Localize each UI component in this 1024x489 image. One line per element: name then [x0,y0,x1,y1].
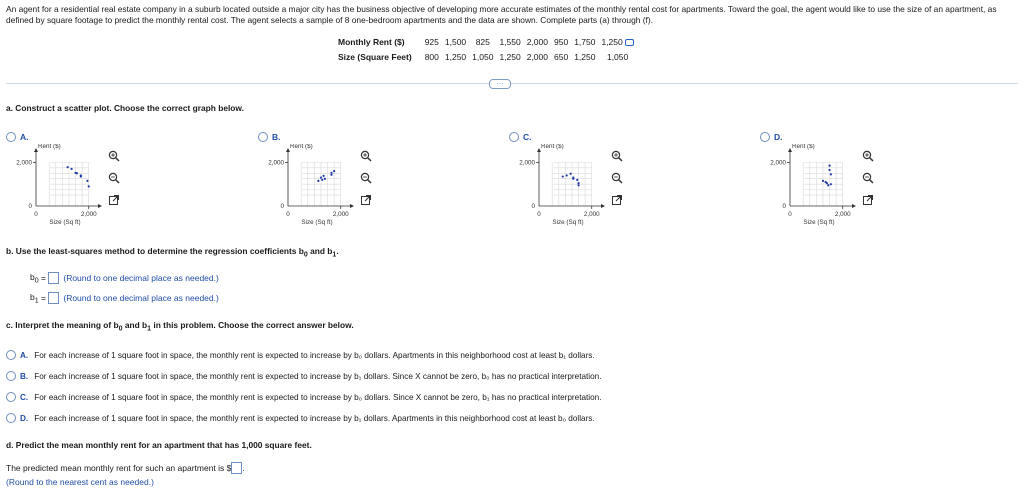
x-tick-label: 0 [34,211,38,218]
part-c-option-b[interactable] [6,371,602,381]
size-row [335,49,637,64]
part-c-option-d[interactable] [6,413,595,423]
x-tick-label: 2,000 [332,211,349,218]
x-axis-label: Size (Sq ft) [803,219,835,226]
y-tick-label: 2,000 [268,159,284,167]
y-axis-label: Rent ($) [38,144,61,150]
data-point [333,170,335,172]
b0-label: $b_0$ [30,272,39,285]
zoom-in-icon[interactable] [862,150,874,162]
part-c-prompt: c. Interpret the meaning of $b_0$ and $b_1$ in this problem. Choose the correct answer below. [6,320,354,333]
data-point [70,168,72,170]
y-axis-label: Rent ($) [290,144,313,150]
scatter-plot-a [8,144,108,229]
y-tick-label: 0 [280,203,284,210]
popout-icon[interactable] [611,194,623,206]
equals-sign: = [38,293,49,304]
rent-value: 1,550 [499,36,521,47]
part-d-prompt: d. Predict the mean monthly rent for an apartment that has 1,000 square feet. [6,440,312,450]
data-point [67,166,69,168]
size-value: 1,250 [499,51,521,62]
data-point [576,179,578,181]
rent-value: 950 [554,36,569,47]
y-tick-label: 2,000 [519,159,535,167]
data-point [828,169,830,171]
data-point [562,175,564,177]
rent-value: 1,500 [444,36,467,47]
radio-c-d[interactable] [6,413,16,423]
answer-suffix: . [242,463,245,473]
data-point [86,180,88,182]
option-letter: B. [272,132,281,142]
part-d-answer-row [6,462,245,474]
data-table [335,34,637,64]
option-text: For each increase of 1 square foot in space, the monthly rent is expected to increase by b₀ dollars. Apartments in this neighborhood cost at least b₁ dollars. [34,350,595,360]
data-point [76,172,78,174]
data-point [317,180,319,182]
scatter-plot-c [511,144,611,229]
radio-a-b[interactable] [258,132,268,142]
popout-icon[interactable] [862,194,874,206]
y-tick-label: 0 [28,203,32,210]
graph-option-c[interactable] [509,132,532,142]
option-letter: A. [20,132,29,142]
data-point [570,173,572,175]
option-letter: C. [523,132,532,142]
x-axis-label: Size (Sq ft) [552,219,584,226]
data-point [330,172,332,174]
size-value: 650 [554,51,569,62]
data-point [822,180,824,182]
zoom-out-icon[interactable] [108,172,120,184]
y-tick-label: 2,000 [16,159,32,167]
y-axis-label: Rent ($) [541,144,564,150]
graph-option-b[interactable] [258,132,281,142]
data-point [321,179,323,181]
graph-option-a[interactable] [6,132,29,142]
b1-row [30,292,219,305]
copy-data-icon[interactable] [625,39,634,46]
data-point [322,175,324,177]
radio-a-c[interactable] [509,132,519,142]
size-value: 1,250 [574,51,596,62]
data-point [826,182,828,184]
size-value: 1,250 [444,51,467,62]
data-point [88,185,90,187]
popout-icon[interactable] [108,194,120,206]
rent-value [598,34,636,49]
radio-c-c[interactable] [6,392,16,402]
x-axis-label: Size (Sq ft) [301,219,333,226]
option-text: For each increase of 1 square foot in space, the monthly rent is expected to increase by b₀ dollars. Since X cannot be zero, b₁ has no practical interpretation. [34,392,602,402]
size-value: 800 [424,51,439,62]
b0-hint: (Round to one decimal place as needed.) [63,273,219,284]
data-point [80,174,82,176]
scatter-plot-d [762,144,862,229]
size-row-label: Size (Square Feet) [338,51,412,62]
option-letter: D. [20,413,29,423]
rent-value: 1,750 [574,36,596,47]
y-tick-label: 0 [531,203,535,210]
x-tick-label: 2,000 [80,211,97,218]
section-divider [6,83,1018,84]
x-tick-label: 0 [537,211,541,218]
option-text: For each increase of 1 square foot in space, the monthly rent is expected to increase by b₁ dollars. Since X cannot be zero, b₀ has no practical interpretation. [34,371,602,381]
x-axis-label: Size (Sq ft) [49,219,81,226]
data-point [330,174,332,176]
zoom-out-icon[interactable] [360,172,372,184]
zoom-out-icon[interactable] [611,172,623,184]
x-axis-arrow [601,204,605,208]
rent-value: 2,000 [526,36,548,47]
data-point [830,183,832,185]
graph-option-d[interactable] [760,132,783,142]
radio-c-b[interactable] [6,371,16,381]
part-c-option-c[interactable] [6,392,602,402]
data-point [828,165,830,167]
data-point [324,178,326,180]
part-b-prompt: b. Use the least-squares method to determine the regression coefficients $b_0$ and $b_1$. [6,246,339,259]
answer-prefix: The predicted mean monthly rent for such an apartment is $ [6,463,232,473]
part-c-option-a[interactable] [6,350,595,360]
x-axis-arrow [852,204,856,208]
rent-row [335,34,637,49]
option-letter: A. [20,350,29,360]
zoom-out-icon[interactable] [862,172,874,184]
b1-input[interactable] [48,292,59,304]
data-point [577,182,579,184]
data-point [320,177,322,179]
predicted-rent-input[interactable] [231,462,245,474]
x-axis-arrow [98,204,102,208]
x-tick-label: 0 [788,211,792,218]
rent-value: 925 [424,36,439,47]
size-value: 2,000 [526,51,548,62]
data-point [577,184,579,186]
option-letter: B. [20,371,29,381]
y-tick-label: 0 [782,203,786,210]
b0-input[interactable] [48,272,59,284]
size-value: 1,050 [606,51,629,62]
radio-c-a[interactable] [6,350,16,360]
expand-more-button[interactable]: … [489,79,511,89]
option-text: For each increase of 1 square foot in space, the monthly rent is expected to increase by b₁ dollars. Apartments in this neighborhood cost at least b₀ dollars. [34,413,595,423]
option-letter: D. [774,132,783,142]
b1-hint: (Round to one decimal place as needed.) [63,293,219,304]
option-letter: C. [20,392,29,402]
b0-row [30,272,219,285]
zoom-in-icon[interactable] [108,150,120,162]
y-tick-label: 2,000 [770,159,786,167]
data-point [827,184,829,186]
y-axis-label: Rent ($) [792,144,815,150]
rent-row-label: Monthly Rent ($) [338,36,405,47]
radio-a-a[interactable] [6,132,16,142]
x-tick-label: 2,000 [834,211,851,218]
x-axis-arrow [350,204,354,208]
b1-label: $b_1$ [30,292,39,305]
x-tick-label: 2,000 [583,211,600,218]
zoom-in-icon[interactable] [611,150,623,162]
rent-value: 825 [475,36,490,47]
x-tick-label: 0 [286,211,290,218]
radio-a-d[interactable] [760,132,770,142]
problem-intro: An agent for a residential real estate company in a suburb located outside a major city has the business objective of developing more accurate estimates of the monthly rental cost for apartments. Toward the goal, the agent would like to use the size of an apartment, as defined by square footage to predict the monthly rental cost. The agent selects a sample of 8 one-bedroom apartments and the data are shown. Complete parts (a) through (f). [6,4,997,25]
part-d-hint: (Round to the nearest cent as needed.) [6,477,154,487]
zoom-in-icon[interactable] [360,150,372,162]
size-value: 1,050 [472,51,494,62]
rent-value-last: 1,250 [601,36,623,47]
popout-icon[interactable] [360,194,372,206]
data-point [566,174,568,176]
data-point [572,178,574,180]
equals-sign: = [38,273,49,284]
data-point [830,173,832,175]
scatter-plot-b [260,144,360,229]
part-a-prompt: a. Construct a scatter plot. Choose the correct graph below. [6,103,244,113]
